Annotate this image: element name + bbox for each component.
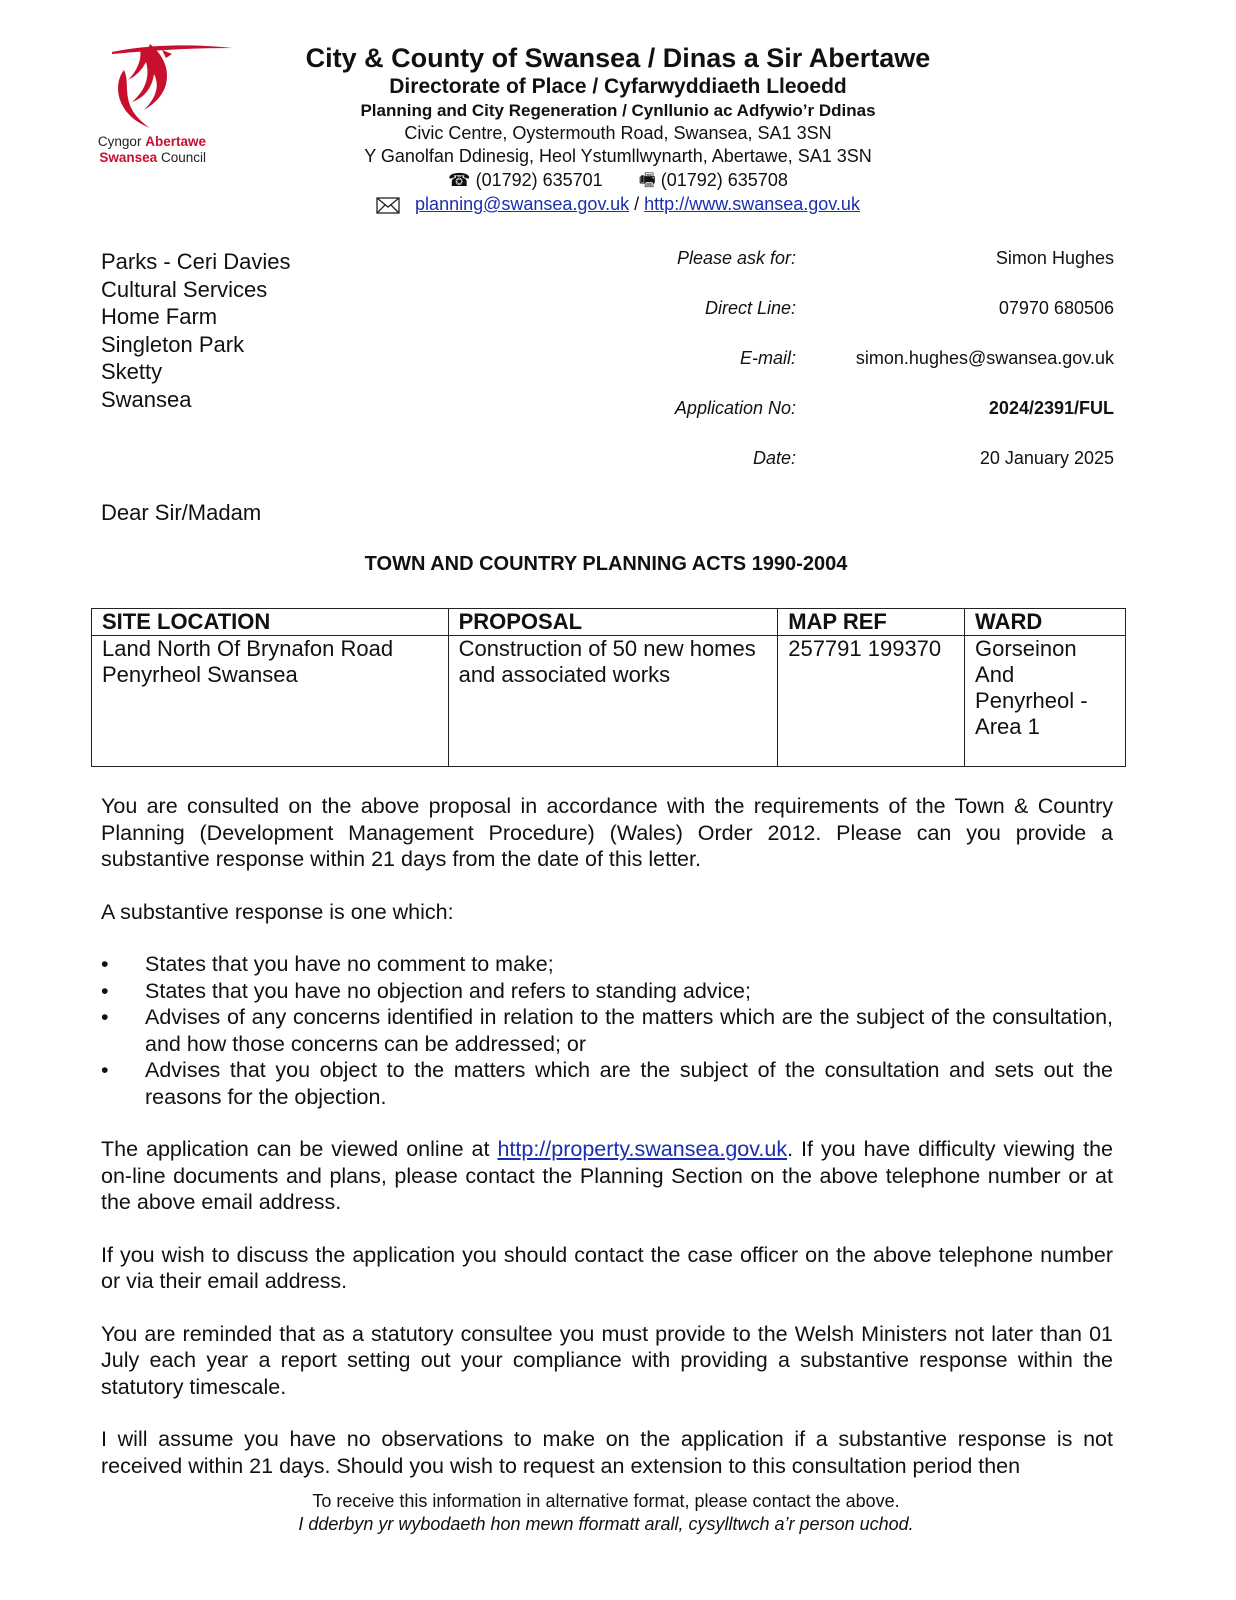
council-logo	[78, 40, 228, 190]
footer-english: To receive this information in alternative format, please contact the above.	[312, 1491, 900, 1511]
email-label: E-mail:	[739, 348, 796, 368]
table-row	[92, 636, 1126, 767]
site-location-line: Land North Of Brynafon Road	[102, 636, 394, 661]
department-title: Planning and City Regeneration / Cynllunio ac Adfywio’r Ddinas	[360, 101, 876, 120]
footer-welsh: I dderbyn yr wybodaeth hon mewn fformatt arall, cysylltwch a’r person uchod.	[298, 1514, 914, 1534]
header-map-ref: MAP REF	[778, 609, 965, 636]
email-web-line	[260, 193, 976, 216]
no-observations-paragraph: I will assume you have no observations to make on the application if a substantive response is not received within 21 days. Should you wish to request an extension to this consultation period then	[101, 1427, 1113, 1478]
directorate-title: Directorate of Place / Cyfarwyddiaeth Lleoedd	[389, 75, 847, 98]
acts-heading: TOWN AND COUNTRY PLANNING ACTS 1990-2004	[364, 553, 848, 575]
address-line: Home Farm	[101, 304, 218, 329]
letter-date: 20 January 2025	[979, 448, 1114, 468]
address-line: Sketty	[101, 359, 163, 384]
list-item: • Advises of any concerns identified in relation to the matters which are the subject of the consultation, and how those concerns can be addressed; or	[101, 1004, 1113, 1057]
salutation: Dear Sir/Madam	[101, 500, 262, 525]
view-online-text: The application can be viewed online at	[101, 1137, 498, 1161]
council-title: City & County of Swansea / Dinas a Sir Abertawe	[305, 43, 931, 73]
logo-welsh-name: Abertawe	[145, 134, 206, 149]
property-portal-link[interactable]: http://property.swansea.gov.uk	[497, 1137, 788, 1161]
council-website-link[interactable]: http://www.swansea.gov.uk	[644, 194, 860, 214]
address-english: Civic Centre, Oystermouth Road, Swansea, SA1 3SN	[404, 123, 832, 143]
letter-body	[101, 793, 1113, 1505]
link-separator: /	[634, 194, 640, 214]
view-online-text-cont: . If you have difficulty viewing the on-line documents and plans, please contact the Planning Section on the above telephone number or at the above email address.	[101, 1137, 1113, 1214]
envelope-icon	[376, 197, 400, 214]
map-ref-cell: 257791 199370	[778, 636, 965, 767]
ward-line: Penyrheol -	[975, 688, 1088, 713]
ref-row-direct-line	[600, 298, 1114, 348]
page-footer	[0, 1490, 1212, 1536]
site-details-table	[91, 608, 1126, 767]
ward-line: Area 1	[975, 714, 1040, 739]
proposal-cell	[448, 636, 778, 767]
address-welsh: Y Ganolfan Ddinesig, Heol Ystumllwynarth, Abertawe, SA1 3SN	[364, 146, 872, 166]
direct-line-value: 07970 680506	[998, 298, 1114, 318]
ask-for-label: Please ask for:	[676, 248, 796, 268]
view-online-paragraph	[101, 1136, 1113, 1216]
reference-block	[600, 248, 1114, 498]
logo-welsh-prefix: Cyngor	[97, 134, 142, 149]
site-location-cell	[92, 636, 449, 767]
ward-line: And	[975, 662, 1015, 687]
letterhead	[260, 42, 976, 216]
header-ward: WARD	[965, 609, 1126, 636]
logo-swoosh-icon	[110, 40, 234, 56]
date-label: Date:	[752, 448, 796, 468]
telephone-icon: ☎	[448, 170, 471, 190]
ward-cell	[965, 636, 1126, 767]
logo-english-suffix: Council	[160, 150, 206, 165]
phone-fax-line	[260, 169, 976, 192]
email-value: simon.hughes@swansea.gov.uk	[855, 348, 1114, 368]
ward-line: Gorseinon	[975, 636, 1077, 661]
ref-row-date	[600, 448, 1114, 498]
header-site-location: SITE LOCATION	[92, 609, 449, 636]
phone-number: (01792) 635701	[475, 170, 603, 190]
ask-for-value: Simon Hughes	[995, 248, 1114, 268]
logo-wordmark	[78, 134, 206, 166]
address-line: Singleton Park	[101, 331, 245, 357]
ref-row-application	[600, 398, 1114, 448]
list-item: • States that you have no objection and refers to standing advice;	[101, 978, 1113, 1005]
fax-icon: 🖷	[638, 170, 656, 190]
substantive-intro: A substantive response is one which:	[101, 899, 454, 924]
response-criteria-list	[101, 951, 1113, 1110]
proposal-line: and associated works	[458, 662, 671, 687]
address-line: Cultural Services	[101, 276, 268, 302]
header-proposal: PROPOSAL	[448, 609, 778, 636]
direct-line-label: Direct Line:	[704, 298, 796, 318]
table-header-row	[92, 609, 1126, 636]
address-line: Parks - Ceri Davies	[101, 249, 291, 274]
application-label: Application No:	[674, 398, 796, 418]
statutory-reminder-paragraph: You are reminded that as a statutory consultee you must provide to the Welsh Ministers not later than 01 July each year a report setting out your compliance with providing a substantive response within the statutory timescale.	[101, 1321, 1113, 1399]
consultation-paragraph: You are consulted on the above proposal in accordance with the requirements of the Town & Country Planning (Development Management Procedure) (Wales) Order 2012. Please can you provide a substantive response within 21 days from the date of this letter.	[101, 794, 1113, 871]
application-number: 2024/2391/FUL	[988, 398, 1114, 418]
logo-english-name: Swansea	[99, 150, 158, 165]
discuss-paragraph: If you wish to discuss the application you should contact the case officer on the above telephone number or via their email address.	[101, 1242, 1113, 1293]
ref-row-email	[600, 348, 1114, 398]
ref-row-ask-for	[600, 248, 1114, 298]
list-item: • States that you have no comment to make;	[101, 951, 1113, 978]
proposal-line: Construction of 50 new homes	[458, 636, 756, 661]
planning-email-link[interactable]: planning@swansea.gov.uk	[415, 194, 630, 214]
site-location-line: Penyrheol Swansea	[102, 662, 298, 687]
list-item: • Advises that you object to the matters which are the subject of the consultation and sets out the reasons for the objection.	[101, 1057, 1113, 1110]
fax-number: (01792) 635708	[660, 170, 788, 190]
address-line: Swansea	[101, 386, 192, 412]
recipient-address	[101, 248, 290, 413]
